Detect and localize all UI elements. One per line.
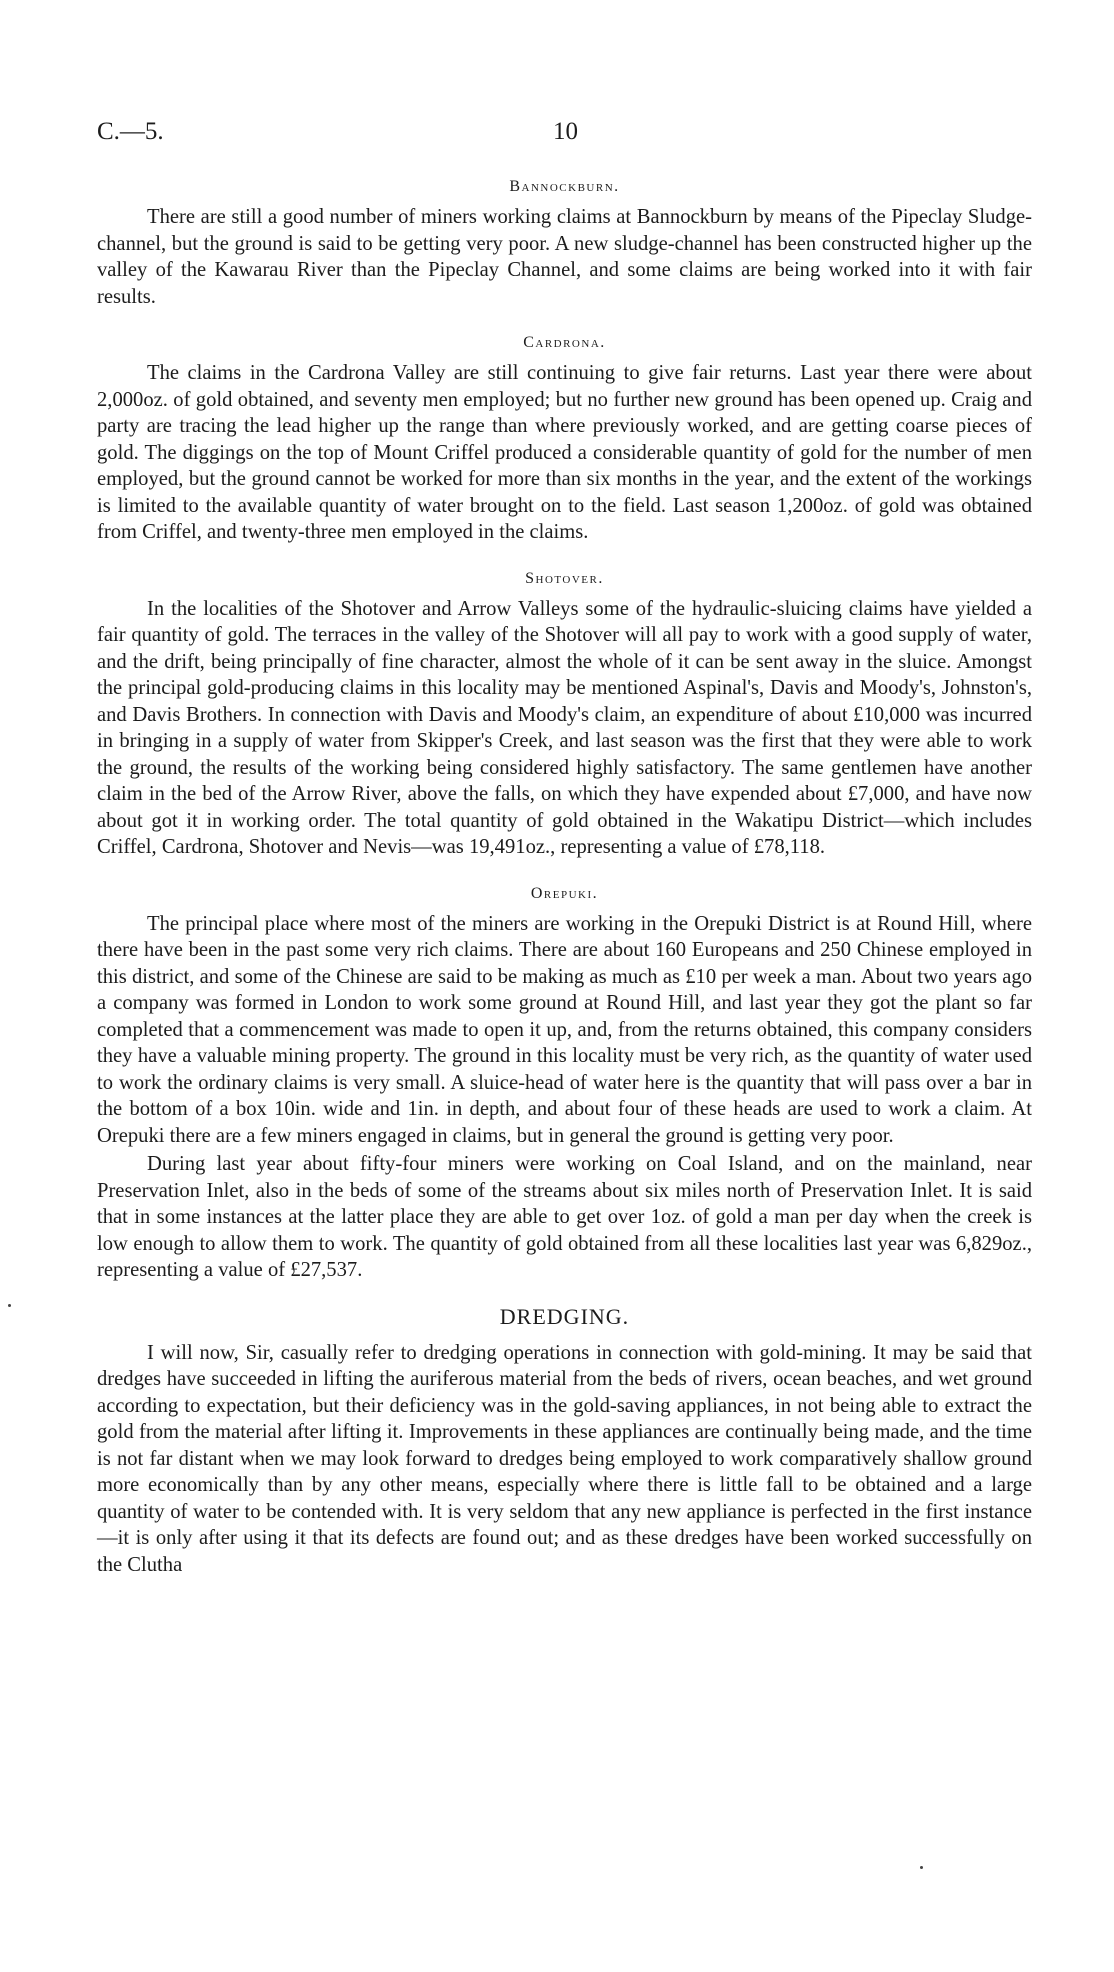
scan-speck — [8, 1304, 11, 1307]
paragraph: The principal place where most of the miners are working in the Orepuki District is at Round Hill, where there have been in the past some very rich claims. There are about 160 Europeans and 250 Chinese employed in this district, and some of the Chinese are said to be making as much as £10 per week a man. About two years ago a company was formed in London to work some ground at Round Hill, and last year they got the plant so far completed that a commencement was made to open it up, and, from the returns obtained, this company considers they have a valuable mining property. The ground in this locality must be very rich, as the quantity of water used to work the ordinary claims is very small. A sluice-head of water here is the quantity that will pass over a bar in the bottom of a box 10in. wide and 1in. in depth, and about four of these heads are used to work a claim. At Orepuki there are a few miners engaged in claims, but in general the ground is getting very poor. — [97, 912, 1032, 1147]
scan-speck — [920, 1866, 923, 1869]
section-bannockburn — [97, 174, 1032, 310]
section-dredging — [97, 1304, 1032, 1579]
paragraph: I will now, Sir, casually refer to dredging operations in connection with gold-mining. It may be said that dredges have succeeded in lifting the auriferous material from the beds of rivers, ocean beaches, and wet ground according to expectation, but their deficiency was in the gold-saving appliances, in not being able to extract the gold from the material after lifting it. Improvements in these appliances are continually being made, and the time is not far distant when we may look forward to dredges being employed to work comparatively shallow ground more economically than by any other means, especially where there is little fall to be obtained and a large quantity of water to be contended with. It is very seldom that any new appliance is perfected in the first instance—it is only after using it that its defects are found out; and as these dredges have been worked successfully on the Clutha — [97, 1341, 1032, 1576]
section-heading: Bannockburn. — [509, 178, 620, 195]
paragraph: In the localities of the Shotover and Arrow Valleys some of the hydraulic-sluicing claims have yielded a fair quantity of gold. The terraces in the valley of the Shotover will all pay to work with a good supply of water, and the drift, being principally of fine character, almost the whole of it can be sent away in the sluice. Amongst the principal gold-producing claims in this locality may be mentioned Aspinal's, Davis and Moody's, Johnston's, and Davis Brothers. In connection with Davis and Moody's claim, an expenditure of about £10,000 was incurred in bringing in a supply of water from Skipper's Creek, and last season was the first that they were able to work the ground, the results of the working being considered highly satisfactory. The same gentlemen have another claim in the bed of the Arrow River, above the falls, on which they have expended about £7,000, and have now about got it in working order. The total quantity of gold obtained in the Wakatipu District—which includes Criffel, Cardrona, Shotover and Nevis—was 19,491oz., representing a value of £78,118. — [97, 597, 1032, 858]
section-cardrona — [97, 330, 1032, 546]
paragraph: The claims in the Cardrona Valley are still continuing to give fair returns. Last year there were about 2,000oz. of gold obtained, and seventy men employed; but no further new ground has been opened up. Craig and party are tracing the lead higher up the range than where previously worked, and are getting coarse pieces of gold. The diggings on the top of Mount Criffel produced a considerable quantity of gold for the number of men employed, but the ground cannot be worked for more than six months in the year, and the extent of the workings is limited to the available quantity of water brought on to the field. Last season 1,200oz. of gold was obtained from Criffel, and twenty-three men employed in the claims. — [97, 362, 1032, 543]
section-orepuki — [97, 881, 1032, 1284]
paragraph: During last year about fifty-four miners were working on Coal Island, and on the mainland, near Preservation Inlet, also in the beds of some of the streams about six miles north of Preservation Inlet. It is said that in some instances at the latter place they are able to get over 1oz. of gold a man per day when the creek is low enough to allow them to work. The quantity of gold obtained from all these localities last year was 6,829oz., representing a value of £27,537. — [97, 1153, 1032, 1281]
paragraph: There are still a good number of miners working claims at Bannockburn by means of the Pipeclay Sludge-channel, but the ground is said to be getting very poor. A new sludge-channel has been constructed higher up the valley of the Kawarau River than the Pipeclay Channel, and some claims are being worked into it with fair results. — [97, 206, 1032, 308]
section-shotover — [97, 566, 1032, 861]
section-heading: Shotover. — [525, 569, 604, 587]
section-heading: DREDGING. — [499, 1303, 630, 1329]
section-heading: Cardrona. — [523, 334, 606, 351]
section-heading: Orepuki. — [530, 884, 599, 902]
page-body — [97, 174, 1032, 1598]
document-reference: C.—5. — [97, 118, 164, 145]
page-number: 10 — [553, 118, 578, 145]
